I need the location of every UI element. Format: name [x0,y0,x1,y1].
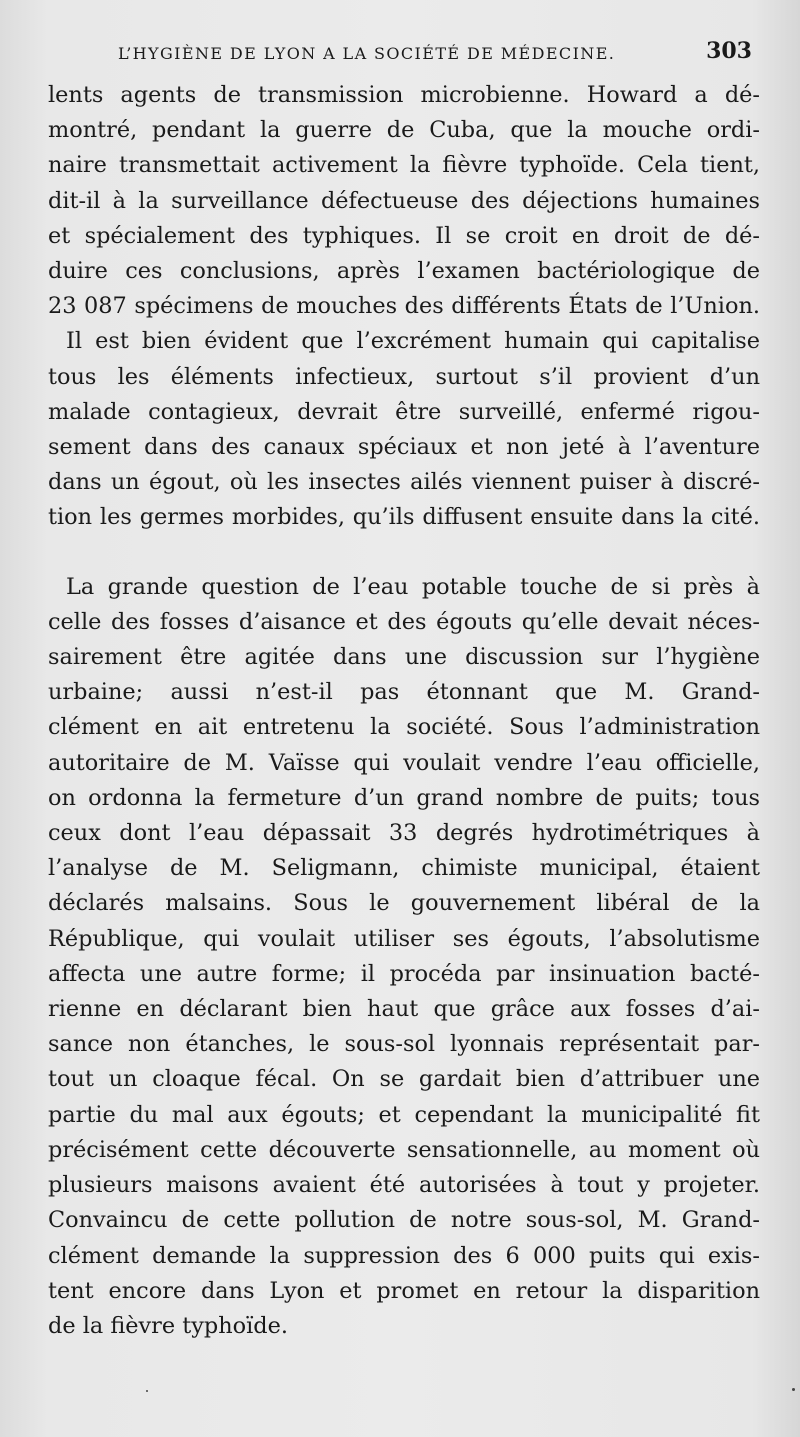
text-line: on ordonna la fermeture d’un grand nombre de puits; tous [48,784,760,811]
text-line: autoritaire de M. Vaïsse qui voulait vendre l’eau officielle, [48,749,760,776]
text-line: déclarés malsains. Sous le gouvernement libéral de la [48,890,760,917]
text-line: clément demande la suppression des 6 000 puits qui exis- [48,1242,760,1269]
text-line: l’analyse de M. Seligmann, chimiste municipal, étaient [48,855,760,882]
text-line: plusieurs maisons avaient été autorisées à tout y projeter. [48,1172,760,1199]
text-line: urbaine; aussi n’est-il pas étonnant que M. Grand- [48,679,760,706]
text-line: tout un cloaque fécal. On se gardait bien d’attribuer une [48,1066,760,1093]
text-line: sance non étanches, le sous-sol lyonnais représentait par- [48,1031,760,1058]
text-line: affecta une autre forme; il procéda par insinuation bacté- [48,960,760,987]
text-line: Convaincu de cette pollution de notre sous-sol, M. Grand- [48,1207,760,1234]
text-line: duire ces conclusions, après l’examen bactériologique de [48,258,760,285]
scan-speck [146,1390,148,1392]
paragraph-1 [48,78,760,324]
scan-speck [792,1388,795,1391]
text-line: naire transmettait activement la fièvre typhoïde. Cela tient, [48,152,760,179]
text-line: malade contagieux, devrait être surveillé, enfermé rigou- [48,398,760,425]
text-line: La grande question de l’eau potable touche de si près à [66,573,760,600]
text-line: sairement être agitée dans une discussion sur l’hygiène [48,644,760,671]
page-header [118,38,758,74]
text-line: dit-il à la surveillance défectueuse des déjections humaines [48,187,760,214]
text-line: ceux dont l’eau dépassait 33 degrés hydrotimétriques à [48,820,760,847]
text-line: celle des fosses d’aisance et des égouts qu’elle devait néces- [48,608,760,635]
text-line: tion les germes morbides, qu’ils diffusent ensuite dans la cité. [48,504,760,531]
text-line: clément en ait entretenu la société. Sous l’administration [48,714,760,741]
text-line: 23 087 spécimens de mouches des différents États de l’Union. [48,293,760,320]
paragraph-3 [48,570,760,1344]
text-line: tent encore dans Lyon et promet en retour la disparition [48,1277,760,1304]
text-line: lents agents de transmission microbienne. Howard a dé- [48,82,760,108]
text-line: République, qui voulait utiliser ses égouts, l’absolutisme [48,925,760,952]
running-title: L’HYGIÈNE DE LYON A LA SOCIÉTÉ DE MÉDECINE. [118,44,616,63]
text-line: sement dans des canaux spéciaux et non jeté à l’aventure [48,434,760,461]
text-line: dans un égout, où les insectes ailés viennent puiser à discré- [48,469,760,496]
page-number: 303 [706,38,752,64]
text-line: de la fièvre typhoïde. [48,1312,288,1339]
text-line: tous les éléments infectieux, surtout s’il provient d’un [48,363,760,390]
text-line: partie du mal aux égouts; et cependant la municipalité fit [48,1101,760,1128]
text-line: montré, pendant la guerre de Cuba, que la mouche ordi- [48,117,760,144]
paragraph-2 [48,324,760,535]
text-line: précisément cette découverte sensationnelle, au moment où [48,1136,760,1163]
body-text [48,78,760,1344]
text-line: Il est bien évident que l’excrément humain qui capitalise [66,328,760,355]
text-line: rienne en déclarant bien haut que grâce aux fosses d’ai- [48,996,760,1023]
text-line: et spécialement des typhiques. Il se croit en droit de dé- [48,222,760,249]
